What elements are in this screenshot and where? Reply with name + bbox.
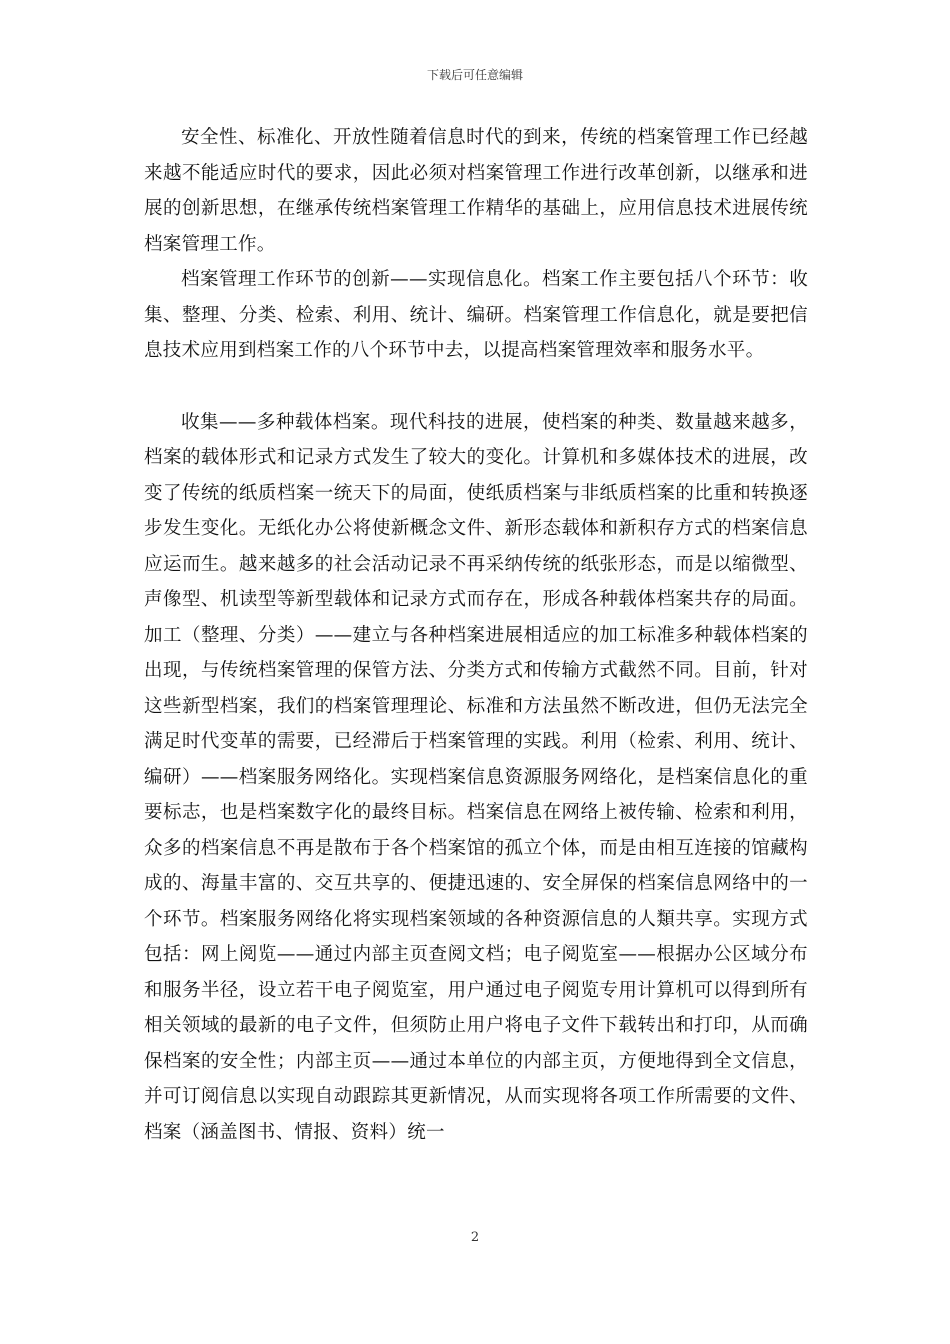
paragraph-innovation: 档案管理工作环节的创新——实现信息化。档案工作主要包括八个环节：收集、整理、分类、检索、利用、统计、编研。档案管理工作信息化，就是要把信息技术应用到档案工作的八个环节中去，以提高档案管理效率和服务水平。 — [144, 269, 808, 361]
page-header: 下载后可任意编辑 — [426, 68, 523, 82]
document-body — [144, 120, 808, 1150]
page-number: 2 — [470, 1230, 480, 1245]
paragraph-collection: 收集——多种载体档案。现代科技的进展，使档案的种类、数量越来越多，档案的载体形式和记录方式发生了较大的变化。计算机和多媒体技术的进展，改变了传统的纸质档案一统天下的局面，使纸质档案与非纸质档案的比重和转换逐步发生变化。无纸化办公将使新概念文件、新形态载体和新积存方式的档案信息应运而生。越来越多的社会活动记录不再采纳传统的纸张形态，而是以缩微型、声像型、机读型等新型载体和记录方式而存在，形成各种载体档案共存的局面。加工（整理、分类）——建立与各种档案进展相适应的加工标准多种载体档案的出现，与传统档案管理的保管方法、分类方式和传输方式截然不同。目前，针对这些新型档案，我们的档案管理理论、标准和方法虽然不断改进，但仍无法完全满足时代变革的需要，已经滞后于档案管理的实践。利用（检索、利用、统计、编研）——档案服务网络化。实现档案信息资源服务网络化，是档案信息化的重要标志，也是档案数字化的最终目标。档案信息在网络上被传输、检索和利用，众多的档案信息不再是散布于各个档案馆的孤立个体，而是由相互连接的馆藏构成的、海量丰富的、交互共享的、便捷迅速的、安全屏保的档案信息网络中的一个环节。档案服务网络化将实现档案领域的各种资源信息的人類共享。实现方式包括：网上阅览——通过内部主页查阅文档；电子阅览室——根据办公区域分布和服务半径，设立若干电子阅览室，用户通过电子阅览专用计算机可以得到所有相关领域的最新的电子文件，但须防止用户将电子文件下载转出和打印，从而确保档案的安全性；内部主页——通过本单位的内部主页，方便地得到全文信息，并可订阅信息以实现自动跟踪其更新情况，从而实现将各项工作所需要的文件、档案（涵盖图书、情报、资料）统一 — [144, 411, 808, 1143]
paragraph-spacer — [144, 369, 808, 405]
paragraph-intro: 安全性、标准化、开放性随着信息时代的到来，传统的档案管理工作已经越来越不能适应时代的要求，因此必须对档案管理工作进行改革创新，以继承和进展的创新思想，在继承传统档案管理工作精华的基础上，应用信息技术进展传统档案管理工作。 — [144, 127, 808, 255]
